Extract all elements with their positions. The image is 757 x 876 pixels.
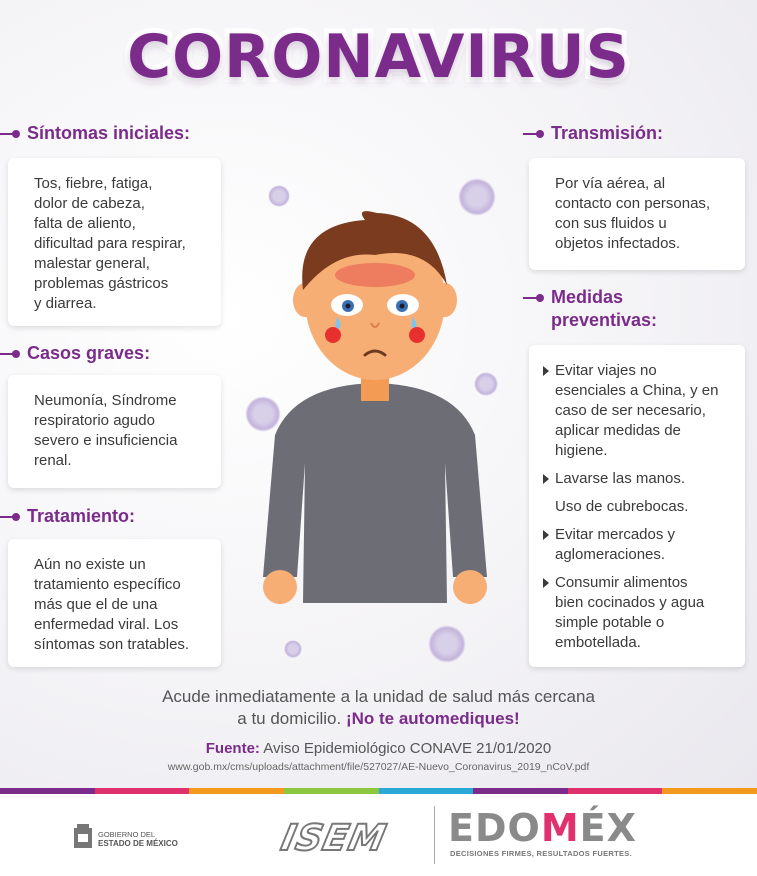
edomex-m: M xyxy=(540,806,580,850)
bullet-dot-icon xyxy=(536,294,544,302)
advice-line-2-plain: a tu domicilio. xyxy=(237,709,342,728)
casos-heading xyxy=(12,342,150,365)
gobierno-logo-text xyxy=(98,830,178,848)
source-line xyxy=(0,740,757,757)
source-label: Fuente: xyxy=(205,740,260,757)
medidas-item: Uso de cubrebocas. xyxy=(555,498,689,515)
logo-divider xyxy=(434,806,435,864)
medidas-list xyxy=(555,361,727,653)
coat-of-arms-icon xyxy=(72,824,94,850)
casos-heading-text: Casos graves: xyxy=(27,343,151,363)
casos-text: Neumonía, Síndrome respiratorio agudo severo e insuficiencia renal. xyxy=(34,392,178,469)
source-url[interactable]: www.gob.mx/cms/uploads/attachment/file/527027/AE-Nuevo_Coronavirus_2019_nCoV.pdf xyxy=(167,761,590,773)
virus-icon xyxy=(268,185,290,207)
tratamiento-card xyxy=(8,539,221,667)
bullet-dot-icon xyxy=(12,130,20,138)
isem-logo: ISEM xyxy=(277,818,391,859)
medidas-item: Consumir alimentos bien cocinados y agua simple potable o embotellada. xyxy=(555,573,727,653)
edomex-post: ÉX xyxy=(579,806,637,850)
edomex-tagline: DECISIONES FIRMES, RESULTADOS FUERTES. xyxy=(450,849,632,858)
edomex-pre: EDO xyxy=(448,806,541,850)
tratamiento-text: Aún no existe un tratamiento específico más que el de una enfermedad viral. Los síntomas son tratables. xyxy=(34,556,190,653)
sintomas-text: Tos, fiebre, fatiga, dolor de cabeza, falta de aliento, dificultad para respirar, malestar general, problemas gástricos y diarrea. xyxy=(34,175,186,312)
source-text: Aviso Epidemiológico CONAVE 21/01/2020 xyxy=(263,740,552,757)
logo-strip xyxy=(0,794,757,876)
bullet-dot-icon xyxy=(12,350,20,358)
transmision-heading-text: Transmisión: xyxy=(551,123,664,143)
transmision-heading xyxy=(536,122,663,145)
bullet-dot-icon xyxy=(12,513,20,521)
advice-line-2-bold: ¡No te automediques! xyxy=(345,709,520,728)
medidas-heading xyxy=(536,286,657,332)
medidas-item: Evitar mercados y aglomeraciones. xyxy=(555,525,727,565)
tratamiento-heading-text: Tratamiento: xyxy=(27,506,136,526)
transmision-text: Por vía aérea, al contacto con personas, con sus fluidos u objetos infectados. xyxy=(555,175,711,252)
sick-boy-illustration xyxy=(255,205,495,615)
medidas-heading-text: Medidas preventivas: xyxy=(551,287,658,330)
advice-line-2 xyxy=(0,709,757,729)
virus-icon xyxy=(284,640,302,658)
sintomas-heading-text: Síntomas iniciales: xyxy=(27,123,191,143)
medidas-card xyxy=(529,345,745,667)
medidas-item: Lavarse las manos. xyxy=(555,469,727,489)
edomex-logo xyxy=(448,808,637,848)
gobierno-line-1: GOBIERNO DEL xyxy=(98,830,156,839)
bullet-dot-icon xyxy=(536,130,544,138)
advice-line-1: Acude inmediatamente a la unidad de salud más cercana xyxy=(162,687,595,706)
virus-icon xyxy=(428,625,466,663)
tratamiento-heading xyxy=(12,505,135,528)
poster-title: CORONAVIRUS xyxy=(127,22,630,92)
gobierno-line-2: ESTADO DE MÉXICO xyxy=(98,839,178,848)
transmision-card xyxy=(529,158,745,270)
medidas-item: Evitar viajes no esenciales a China, y en caso de ser necesario, aplicar medidas de higiene. xyxy=(555,361,727,461)
sintomas-card xyxy=(8,158,221,326)
sintomas-heading xyxy=(12,122,190,145)
casos-card xyxy=(8,375,221,488)
